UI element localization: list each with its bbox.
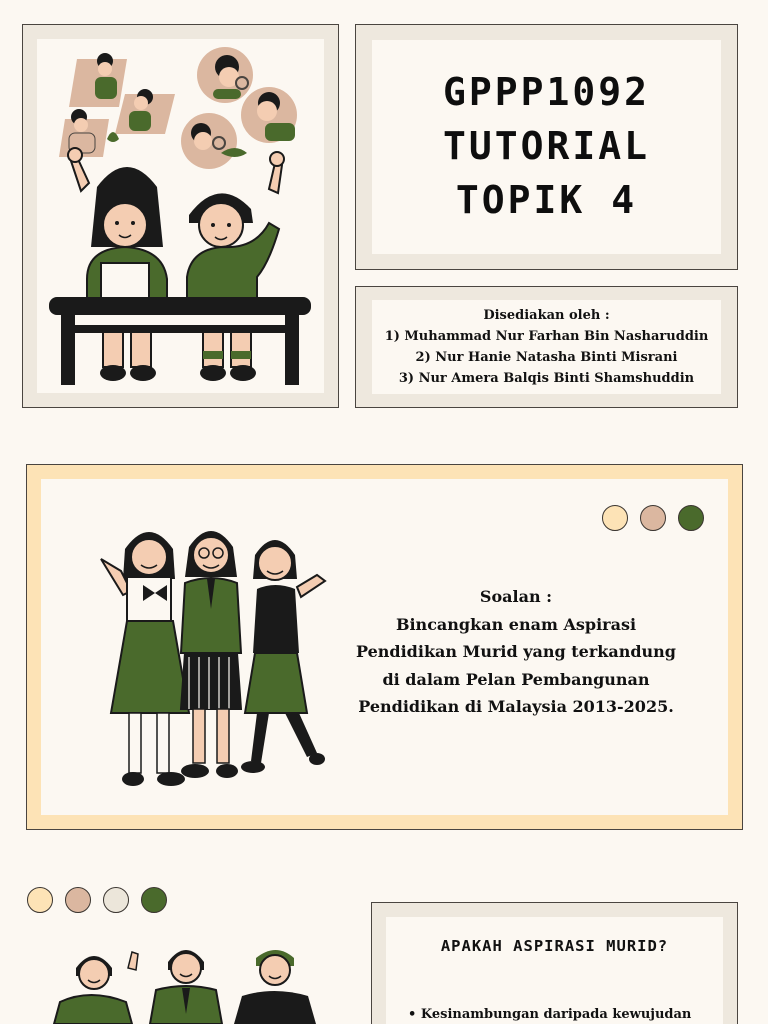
group-students-illustration <box>44 928 334 1024</box>
authors-panel <box>372 300 721 394</box>
aspirasi-card <box>371 902 738 1024</box>
student-middle <box>128 950 222 1024</box>
vignette-reading <box>59 53 175 157</box>
color-dots <box>602 505 704 531</box>
color-dot <box>640 505 666 531</box>
page-title <box>443 66 650 228</box>
question-line: di dalam Pelan Pembangunan <box>382 669 650 689</box>
color-dot <box>65 887 91 913</box>
girl-pinafore <box>101 532 189 786</box>
girl-raising-hand <box>68 148 167 381</box>
title-line-course: GPPP1092 <box>442 70 651 115</box>
author-name: 2) Nur Hanie Natasha Binti Misrani <box>415 350 678 365</box>
color-dot <box>103 887 129 913</box>
girl-vest <box>241 540 325 773</box>
boy-raising-hand <box>187 152 284 381</box>
question-line: Bincangkan enam Aspirasi <box>395 614 637 634</box>
title-card <box>355 24 738 270</box>
color-dot <box>602 505 628 531</box>
three-students-illustration <box>85 513 335 803</box>
vignette-magnifier <box>181 47 297 169</box>
author-name: 1) Muhammad Nur Farhan Bin Nasharuddin <box>384 329 709 344</box>
aspirasi-bullet: • Kesinambungan daripada kewujudan <box>408 1007 692 1022</box>
title-line-topic: TOPIK 4 <box>455 177 638 222</box>
authors-card <box>355 286 738 408</box>
student-left <box>54 956 132 1024</box>
question-label: Soalan : <box>479 587 553 606</box>
color-dot <box>141 887 167 913</box>
aspirasi-title: APAKAH ASPIRASI MURID? <box>440 937 669 955</box>
color-dot <box>678 505 704 531</box>
question-panel <box>41 479 728 815</box>
authors-heading: Disediakan oleh : <box>483 308 610 323</box>
author-name: 3) Nur Amera Balqis Binti Shamshuddin <box>398 371 695 386</box>
aspirasi-panel <box>386 917 723 1024</box>
students-at-bench-illustration <box>37 39 324 393</box>
question-line: Pendidikan di Malaysia 2013-2025. <box>358 697 674 716</box>
student-right <box>234 950 316 1024</box>
illustration-card <box>22 24 339 408</box>
question-text <box>355 583 677 721</box>
bench <box>49 297 311 385</box>
illustration-panel <box>37 39 324 393</box>
title-panel <box>372 40 721 254</box>
color-dot <box>27 887 53 913</box>
girl-blazer <box>181 531 241 778</box>
color-dots-bottom <box>27 887 167 913</box>
question-card <box>26 464 743 830</box>
title-line-tutorial: TUTORIAL <box>442 124 651 169</box>
question-line: Pendidikan Murid yang terkandung <box>356 642 676 661</box>
